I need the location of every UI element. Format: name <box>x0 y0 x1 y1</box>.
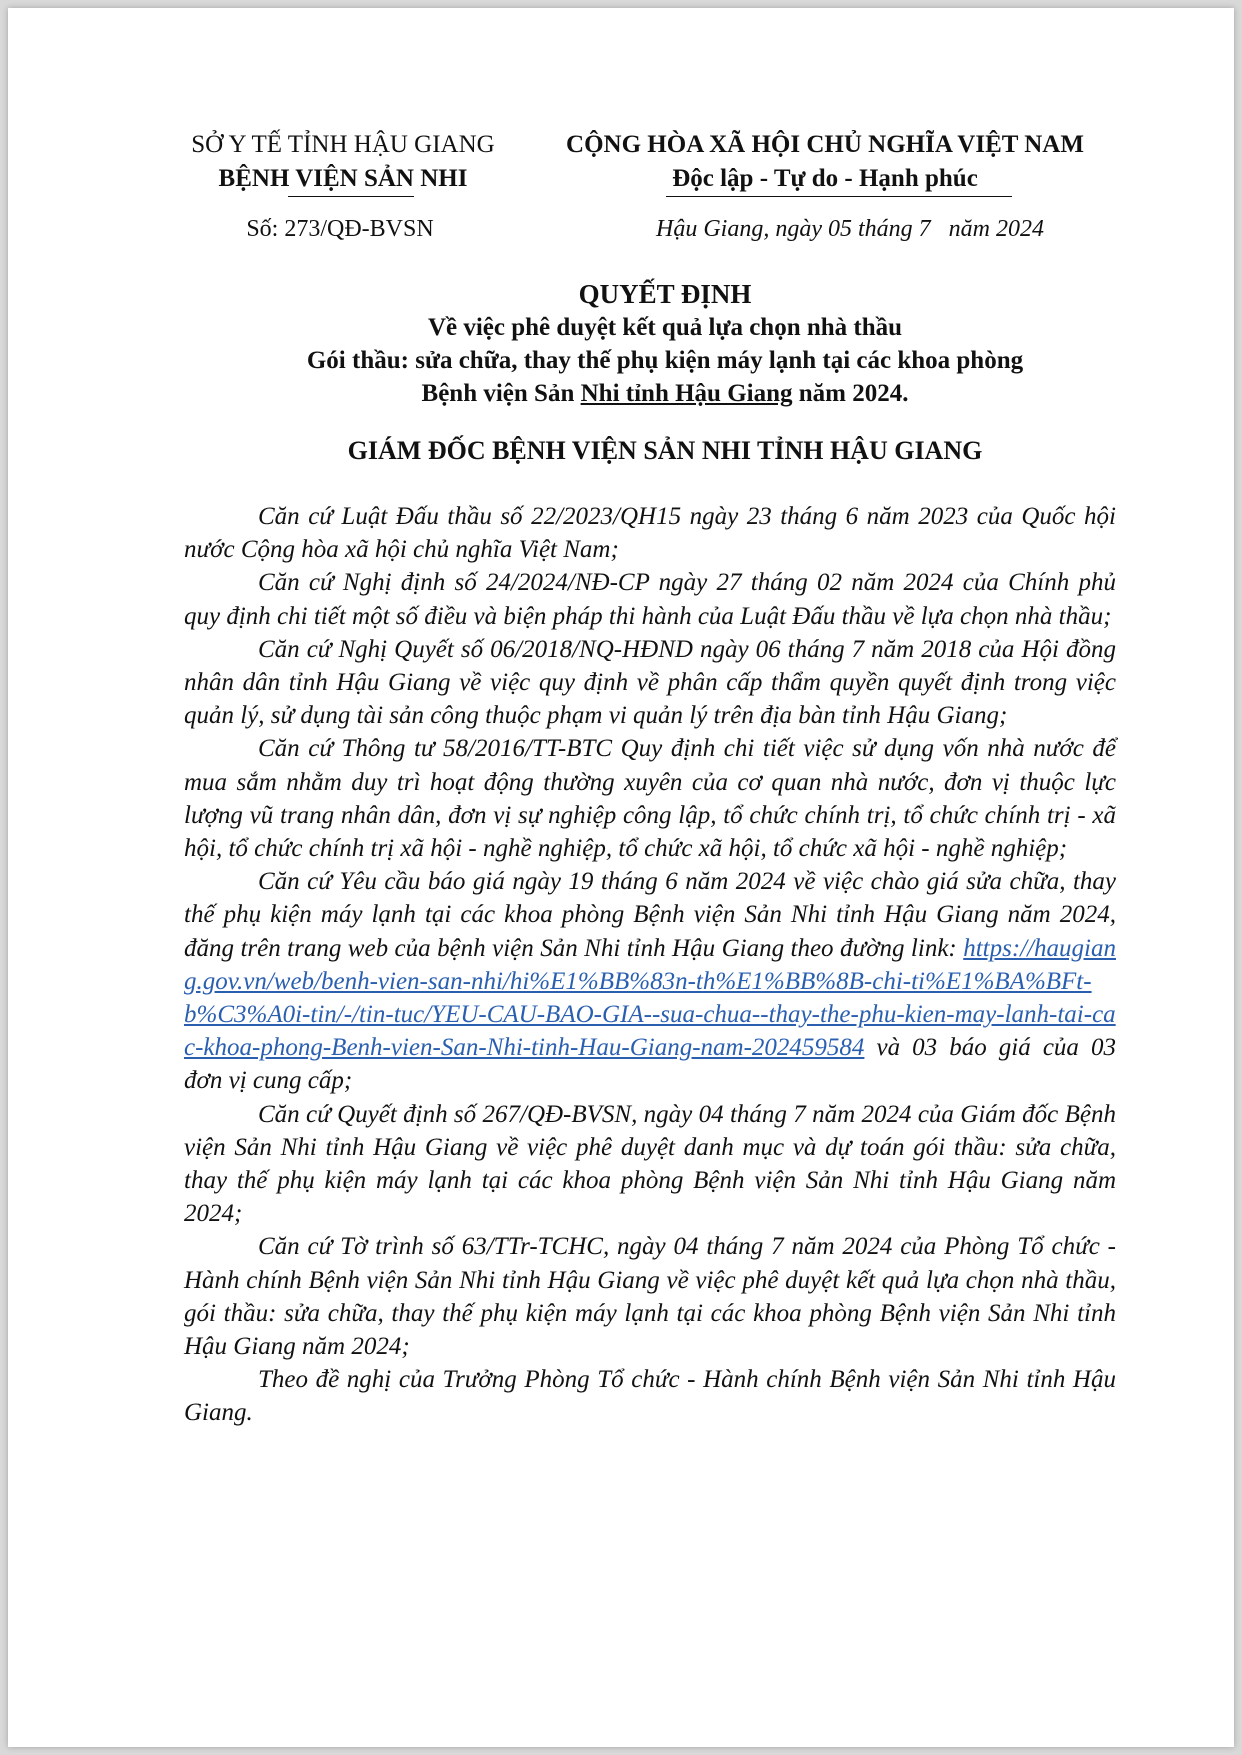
legal-basis-2: Căn cứ Nghị định số 24/2024/NĐ-CP ngày 27 tháng 02 năm 2024 của Chính phủ quy định chi tiết một số điều và biện pháp thi hành của Luật Đấu thầu về lựa chọn nhà thầu; <box>184 569 1116 630</box>
subject-line-1: Về việc phê duyệt kết quả lựa chọn nhà thầu <box>427 314 903 341</box>
legal-basis-6: Căn cứ Quyết định số 267/QĐ-BVSN, ngày 04 tháng 7 năm 2024 của Giám đốc Bệnh viện Sản Nhi tỉnh Hậu Giang về việc phê duyệt danh mục và dự toán gói thầu: sửa chữa, thay thế phụ kiện máy lạnh tại các khoa phòng Bệnh viện Sản Nhi tỉnh Hậu Giang năm 2024; <box>184 1100 1116 1228</box>
preamble <box>184 500 1116 1430</box>
legal-basis-4: Căn cứ Thông tư 58/2016/TT-BTC Quy định chi tiết việc sử dụng vốn nhà nước để mua sắm nhằm duy trì hoạt động thường xuyên của cơ quan nhà nước, đơn vị thuộc lực lượng vũ trang nhân dân, đơn vị sự nghiệp công lập, tổ chức chính trị, tổ chức chính trị - xã hội, tổ chức chính trị xã hội - nghề nghiệp, tổ chức xã hội, tổ chức xã hội - nghề nghiệp; <box>184 735 1116 863</box>
subject-line-3-start: Bệnh viện Sản <box>421 380 581 407</box>
document-number: Số: 273/QĐ-BVSN <box>246 216 434 242</box>
motto-underline <box>666 196 1012 197</box>
subject-line-3 <box>160 377 1170 410</box>
legal-basis-7: Căn cứ Tờ trình số 63/TTr-TCHC, ngày 04 tháng 7 năm 2024 của Phòng Tổ chức - Hành chính Bệnh viện Sản Nhi tỉnh Hậu Giang về việc phê duyệt kết quả lựa chọn nhà thầu, gói thầu: sửa chữa, thay thế phụ kiện máy lạnh tại các khoa phòng Bệnh viện Sản Nhi tỉnh Hậu Giang năm 2024; <box>184 1233 1116 1361</box>
legal-basis-3: Căn cứ Nghị Quyết số 06/2018/NQ-HĐND ngày 06 tháng 7 năm 2018 của Hội đồng nhân dân tỉnh Hậu Giang về việc quy định về phân cấp thẩm quyền quyết định trong việc quản lý, sử dụng tài sản công thuộc phạm vi quản lý trên địa bàn tỉnh Hậu Giang; <box>184 635 1116 730</box>
agency-parent: SỞ Y TẾ TỈNH HẬU GIANG <box>191 131 495 158</box>
country-name: CỘNG HÒA XÃ HỘI CHỦ NGHĨA VIỆT NAM <box>566 131 1084 158</box>
legal-basis-5 <box>184 865 1116 1097</box>
subject-line-3-underlined: Nhi tỉnh Hậu Giang <box>580 380 793 407</box>
subject-line-2: Gói thầu: sửa chữa, thay thế phụ kiện máy lạnh tại các khoa phòng <box>306 347 1024 374</box>
agency-underline <box>288 196 414 197</box>
issuing-agency <box>178 128 508 196</box>
national-heading <box>540 128 1110 196</box>
legal-basis-1: Căn cứ Luật Đấu thầu số 22/2023/QH15 ngày 23 tháng 6 năm 2023 của Quốc hội nước Cộng hòa xã hội chủ nghĩa Việt Nam; <box>184 503 1116 564</box>
quotation-request-link[interactable]: https://haugiang.gov.vn/web/benh-vien-san-nhi/hi%E1%BB%83n-th%E1%BB%8B-chi-ti%E1%BA%BFt-b%C3%A0i-tin/-/tin-tuc/YEU-CAU-BAO-GIA--sua-chua--thay-the-phu-kien-may-lanh-tai-cac-khoa-phong-Benh-vien-San-Nhi-tinh-Hau-Giang-nam-202459584 <box>184 934 1116 1062</box>
proposal-basis: Theo đề nghị của Trưởng Phòng Tổ chức - Hành chính Bệnh viện Sản Nhi tỉnh Hậu Giang. <box>184 1366 1116 1427</box>
title-block <box>160 277 1170 410</box>
issuing-authority: GIÁM ĐỐC BỆNH VIỆN SẢN NHI TỈNH HẬU GIANG <box>347 436 983 465</box>
subject-line-3-end: năm 2024. <box>792 380 909 407</box>
document-date: Hậu Giang, ngày 05 tháng 7 năm 2024 <box>656 216 1044 242</box>
legal-basis-5-text: Căn cứ Yêu cầu báo giá ngày 19 tháng 6 năm 2024 về việc chào giá sửa chữa, thay thế phụ kiện máy lạnh tại các khoa phòng Bệnh viện Sản Nhi tỉnh Hậu Giang năm 2024, đăng trên trang web của bệnh viện Sản Nhi tỉnh Hậu Giang theo đường link: <box>184 868 1116 962</box>
legal-basis-5-tail: và 03 báo giá của 03 đơn vị cung cấp; <box>184 1034 1116 1095</box>
national-motto: Độc lập - Tự do - Hạnh phúc <box>672 165 978 192</box>
agency-name: BỆNH VIỆN SẢN NHI <box>218 165 468 192</box>
document-type: QUYẾT ĐỊNH <box>578 279 752 309</box>
